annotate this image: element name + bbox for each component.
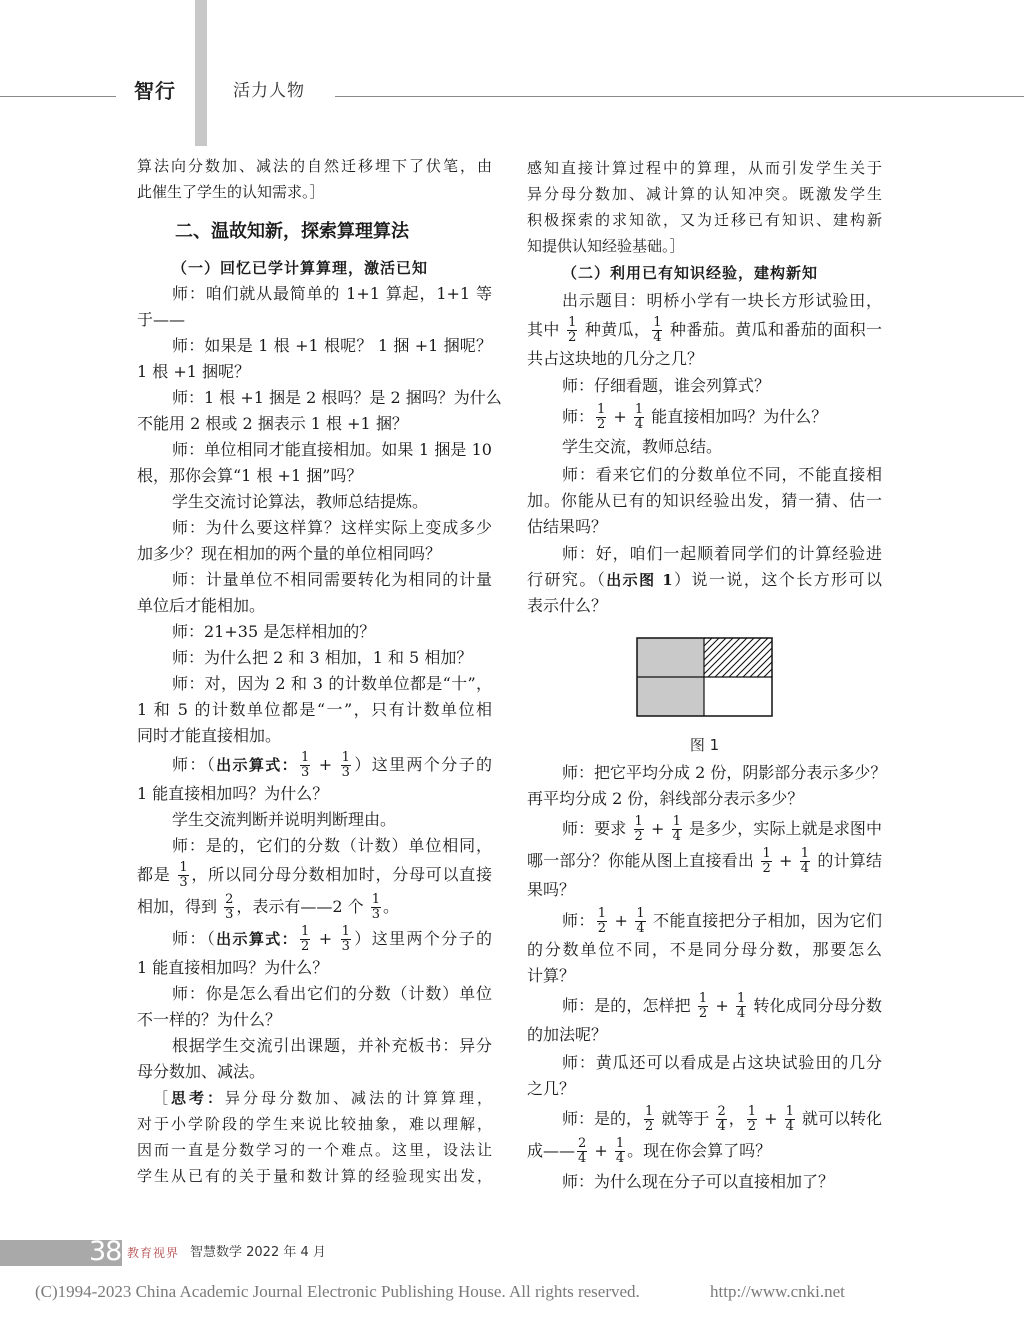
text-line: 算法向分数加、减法的自然迁移埋下了伏笔，由 bbox=[137, 157, 492, 175]
text-line: 知提供认知经验基础。］ bbox=[527, 236, 685, 255]
fraction-denominator: 3 bbox=[301, 765, 310, 780]
text-line: 师：如果是 1 根 +1 根呢？ 1 捆 +1 捆呢？ bbox=[172, 336, 492, 355]
text-line: 加。你能从已有的知识经验出发，猜一猜、估一 bbox=[527, 490, 882, 510]
text-column-right bbox=[527, 153, 887, 1195]
fraction bbox=[635, 907, 645, 936]
fraction-numerator: 1 bbox=[301, 750, 310, 765]
fraction-denominator: 4 bbox=[615, 1151, 625, 1166]
fraction-denominator: 4 bbox=[785, 1119, 794, 1134]
fraction-denominator: 2 bbox=[634, 829, 643, 844]
paragraph bbox=[527, 1050, 882, 1102]
text-line: 学生交流，教师总结。 bbox=[562, 437, 723, 456]
fraction-denominator: 3 bbox=[179, 875, 188, 890]
fraction-numerator: 1 bbox=[636, 905, 645, 921]
text-line: 根，那你会算“1 根 +1 捆”吗？ bbox=[137, 466, 363, 485]
text-run: 师： bbox=[562, 910, 595, 930]
paragraph bbox=[527, 373, 882, 399]
paragraph bbox=[527, 1103, 882, 1167]
text-run: 种番茄。黄瓜和番茄的面积一 bbox=[664, 319, 882, 339]
text-line: 师：是的，它们的分数（计数）单位相同， bbox=[172, 836, 492, 855]
fraction-numerator: 1 bbox=[615, 1136, 625, 1151]
commentary-note bbox=[527, 155, 882, 259]
text-run: 师：是的，怎样把 bbox=[562, 996, 696, 1015]
journal-logo: 教育视界 bbox=[127, 1246, 180, 1260]
paragraph bbox=[137, 671, 492, 749]
journal-issue: 智慧数学 2022 年 4 月 bbox=[190, 1245, 326, 1260]
fraction-denominator: 2 bbox=[747, 1119, 757, 1134]
text-run: + bbox=[608, 406, 632, 426]
fraction-denominator: 4 bbox=[636, 920, 645, 936]
fraction-numerator: 2 bbox=[717, 1104, 726, 1119]
fraction-denominator: 4 bbox=[653, 329, 662, 345]
text-run: + bbox=[645, 819, 670, 838]
figure-cell-top-right bbox=[704, 638, 772, 677]
paragraph bbox=[137, 515, 492, 567]
paragraph bbox=[527, 760, 887, 812]
fraction bbox=[371, 893, 381, 922]
section-heading bbox=[137, 219, 492, 245]
text-line bbox=[527, 905, 882, 937]
text-line: 再平均分成 2 份，斜线部分表示多少？ bbox=[527, 788, 804, 808]
text-line: 对于小学阶段的学生来说比较抽象，难以理解， bbox=[137, 1115, 492, 1133]
fraction-numerator: 1 bbox=[634, 401, 644, 417]
text-line: 根据学生交流引出课题，并补充板书：异分 bbox=[172, 1036, 492, 1055]
text-run: 师：（ bbox=[172, 755, 217, 774]
text-line: 师：好，咱们一起顺着同学们的计算经验进 bbox=[562, 544, 882, 563]
fraction bbox=[672, 815, 682, 844]
paragraph bbox=[137, 333, 492, 385]
paragraph bbox=[137, 833, 492, 923]
paragraph bbox=[527, 434, 882, 460]
fraction bbox=[224, 893, 234, 922]
text-line bbox=[137, 1085, 492, 1111]
text-line: 师：单位相同才能直接相加。如果 1 捆是 10 bbox=[172, 440, 492, 459]
paragraph bbox=[527, 288, 882, 372]
text-line: 此催生了学生的认知需求。］ bbox=[137, 183, 325, 201]
figure-1-diagram bbox=[636, 637, 773, 717]
fraction-denominator: 4 bbox=[736, 1006, 746, 1021]
text-line: 同时才能直接相加。 bbox=[137, 726, 282, 745]
paragraph bbox=[527, 541, 882, 619]
paragraph bbox=[137, 385, 502, 437]
column-title: 活力人物 bbox=[233, 81, 305, 101]
paragraph bbox=[137, 437, 492, 489]
text-line: 师：你是怎么看出它们的分数（计数）单位 bbox=[172, 984, 492, 1003]
text-line: 1 能直接相加吗？为什么？ bbox=[137, 958, 329, 977]
text-run: ）说一说，这个长方形可以 bbox=[672, 570, 882, 589]
figure-cell-bottom-left bbox=[637, 677, 704, 716]
text-line bbox=[527, 567, 882, 593]
paragraph bbox=[527, 905, 882, 989]
fraction-numerator: 1 bbox=[645, 1104, 654, 1119]
fraction-denominator: 2 bbox=[698, 1006, 708, 1021]
fraction-denominator: 4 bbox=[800, 861, 810, 876]
text-line: 师：为什么要这样算？这样实际上变成多少 bbox=[172, 518, 492, 537]
fraction-numerator: 1 bbox=[653, 314, 662, 330]
text-run: + bbox=[589, 1141, 613, 1160]
fraction bbox=[577, 1137, 587, 1166]
emphasis-run: 出示图 1 bbox=[606, 571, 673, 589]
text-line bbox=[527, 314, 882, 346]
fraction-numerator: 1 bbox=[672, 814, 681, 829]
paragraph bbox=[137, 489, 492, 515]
fraction bbox=[300, 751, 310, 780]
fraction-numerator: 1 bbox=[568, 314, 577, 330]
text-line: 积极探索的求知欲，又为迁移已有知识、建构新 bbox=[527, 210, 882, 229]
bold-run: 思考： bbox=[171, 1089, 225, 1107]
fraction bbox=[341, 925, 351, 954]
text-run: 师：（ bbox=[172, 929, 217, 948]
text-line: 1 和 5 的计数单位都是“一”，只有计数单位相 bbox=[137, 700, 492, 719]
text-line bbox=[137, 859, 492, 891]
fraction-denominator: 4 bbox=[672, 829, 681, 844]
paragraph bbox=[527, 462, 882, 540]
text-line: 的分数单位不同，不是同分母分数，那要怎么 bbox=[527, 939, 882, 959]
text-run: ［ bbox=[153, 1089, 171, 1107]
fraction-numerator: 1 bbox=[597, 401, 606, 417]
fraction-numerator: 1 bbox=[597, 905, 607, 921]
copyright-notice: (C)1994-2023 China Academic Journal Electronic Publishing House. All rights reserved. bbox=[35, 1282, 640, 1301]
paragraph bbox=[137, 567, 492, 619]
emphasis-run: 出示算式： bbox=[216, 756, 299, 774]
text-run: 转化成同分母分数 bbox=[748, 996, 883, 1015]
text-run: 成—— bbox=[527, 1141, 576, 1160]
text-line: （一）回忆已学计算算理，激活已知 bbox=[172, 259, 429, 277]
text-run: + bbox=[773, 851, 798, 870]
fraction-denominator: 4 bbox=[634, 416, 644, 432]
fraction-denominator: 2 bbox=[301, 939, 310, 954]
fraction-denominator: 4 bbox=[717, 1119, 726, 1134]
fraction bbox=[341, 751, 351, 780]
fraction-numerator: 1 bbox=[698, 991, 708, 1006]
header-decor-bar bbox=[195, 0, 207, 146]
text-run: 。 bbox=[383, 897, 400, 916]
text-line: 学生交流讨论算法，教师总结提炼。 bbox=[172, 492, 429, 511]
fraction-denominator: 2 bbox=[597, 920, 607, 936]
text-line: 师：1 根 +1 捆是 2 根吗？是 2 捆吗？为什么 bbox=[172, 388, 502, 407]
text-run: + bbox=[609, 910, 634, 930]
text-line bbox=[137, 749, 492, 781]
fraction-denominator: 3 bbox=[341, 939, 350, 954]
text-line bbox=[527, 845, 882, 877]
fraction bbox=[652, 316, 662, 345]
fraction-denominator: 2 bbox=[762, 861, 771, 876]
fraction bbox=[761, 847, 771, 876]
text-run: 其中 bbox=[527, 319, 566, 339]
text-line: 感知直接计算过程中的算理，从而引发学生关于 bbox=[527, 158, 882, 177]
text-run: 是多少，实际上就是求图中 bbox=[683, 819, 883, 838]
text-run: ，表示有——2 个 bbox=[236, 897, 369, 916]
text-line bbox=[527, 990, 882, 1022]
fraction bbox=[644, 1105, 654, 1134]
text-line: 学生从已有的关于量和数计算的经验现实出发， bbox=[137, 1167, 492, 1185]
fraction bbox=[597, 907, 607, 936]
subsection-heading bbox=[137, 255, 492, 281]
figure-1 bbox=[527, 619, 882, 758]
fraction bbox=[785, 1105, 795, 1134]
text-line: 的加法呢？ bbox=[527, 1025, 608, 1044]
fraction bbox=[747, 1105, 757, 1134]
text-line: 异分母分数加、减计算的认知冲突。既激发学生 bbox=[527, 184, 882, 203]
text-line: 师：为什么现在分子可以直接相加了？ bbox=[562, 1171, 835, 1191]
fraction-numerator: 1 bbox=[179, 860, 188, 875]
text-run: 异分母分数加、减法的计算算理， bbox=[225, 1089, 492, 1107]
text-line: 学生交流判断并说明判断理由。 bbox=[172, 810, 397, 829]
text-run: 相加，得到 bbox=[137, 897, 223, 916]
fraction-denominator: 2 bbox=[597, 416, 606, 432]
text-run: 种黄瓜， bbox=[579, 319, 651, 339]
text-line: 估结果吗？ bbox=[527, 516, 608, 536]
text-run: 。现在你会算了吗？ bbox=[627, 1141, 772, 1160]
text-run: 哪一部分？你能从图上直接看出 bbox=[527, 851, 760, 870]
text-run: + bbox=[312, 929, 339, 948]
fraction bbox=[800, 847, 810, 876]
text-line: 师：把它平均分成 2 份，阴影部分表示多少？ bbox=[562, 762, 887, 782]
fraction-denominator: 2 bbox=[645, 1119, 654, 1134]
paragraph bbox=[527, 401, 882, 433]
text-run: 行研究。（ bbox=[527, 570, 607, 589]
text-run: + bbox=[710, 996, 734, 1015]
paragraph bbox=[137, 645, 492, 671]
text-line bbox=[137, 923, 492, 955]
fraction-numerator: 1 bbox=[785, 1104, 794, 1119]
text-line: 师：为什么把 2 和 3 相加，1 和 5 相加？ bbox=[172, 648, 473, 667]
text-line: 之几？ bbox=[527, 1078, 576, 1098]
text-line: 果吗？ bbox=[527, 880, 576, 899]
fraction-denominator: 3 bbox=[225, 907, 234, 922]
paragraph bbox=[137, 923, 492, 981]
text-run: 的计算结 bbox=[812, 851, 883, 870]
paragraph bbox=[137, 981, 492, 1033]
text-line: 二、温故知新，探索算理算法 bbox=[175, 221, 409, 242]
text-run: + bbox=[312, 755, 339, 774]
text-line: 师：咱们就从最简单的 1+1 算起，1+1 等 bbox=[172, 284, 492, 303]
text-line: 师：仔细看题，谁会列算式？ bbox=[562, 376, 771, 395]
fraction-numerator: 2 bbox=[578, 1136, 587, 1151]
paragraph bbox=[137, 807, 492, 833]
fraction-denominator: 2 bbox=[568, 329, 577, 345]
fraction bbox=[596, 403, 606, 432]
text-line: 共占这块地的几分之几？ bbox=[527, 348, 704, 368]
paragraph bbox=[527, 1169, 882, 1195]
text-line: 计算？ bbox=[527, 965, 576, 985]
figure-cell-bottom-right bbox=[704, 677, 772, 716]
commentary-note bbox=[137, 153, 492, 205]
text-line bbox=[137, 891, 492, 923]
text-line bbox=[527, 401, 882, 433]
fraction bbox=[736, 992, 746, 1021]
text-line: 出示题目：明桥小学有一块长方形试验田， bbox=[562, 290, 882, 310]
subsection-heading bbox=[527, 260, 882, 286]
text-line bbox=[527, 813, 882, 845]
paragraph bbox=[137, 281, 492, 333]
fraction-numerator: 1 bbox=[762, 846, 771, 861]
fraction-denominator: 3 bbox=[341, 765, 350, 780]
header-rule-right bbox=[335, 96, 1024, 97]
fraction-numerator: 1 bbox=[371, 892, 381, 907]
fraction-numerator: 1 bbox=[301, 924, 310, 939]
fraction-numerator: 1 bbox=[341, 924, 350, 939]
fraction-numerator: 1 bbox=[341, 750, 350, 765]
text-line: （二）利用已有知识经验，建构新知 bbox=[562, 264, 819, 282]
text-column-left bbox=[137, 153, 502, 1189]
text-line: 师：黄瓜还可以看成是占这块试验田的几分 bbox=[562, 1052, 882, 1072]
copyright-url: http://www.cnki.net bbox=[710, 1282, 845, 1301]
fraction bbox=[567, 316, 577, 345]
figure-caption: 图 1 bbox=[689, 736, 720, 754]
header-rule-left bbox=[0, 96, 116, 97]
text-line: 加多少？现在相加的两个量的单位相同吗？ bbox=[137, 544, 442, 563]
text-line: 表示什么？ bbox=[527, 596, 608, 615]
text-line: 师：21+35 是怎样相加的？ bbox=[172, 622, 376, 641]
text-line bbox=[527, 1135, 882, 1167]
fraction-denominator: 3 bbox=[371, 907, 381, 922]
text-run: 都是 bbox=[137, 865, 177, 884]
text-run: ）这里两个分子的 bbox=[352, 755, 492, 774]
text-line: 师：对，因为 2 和 3 的计数单位都是“十”， bbox=[172, 674, 492, 693]
section-title: 智行 bbox=[134, 79, 176, 103]
text-line: 师：看来它们的分数单位不同，不能直接相 bbox=[562, 464, 882, 484]
text-line: 不一样的？为什么？ bbox=[137, 1010, 282, 1029]
paragraph bbox=[137, 749, 492, 807]
paragraph bbox=[137, 619, 492, 645]
text-run: ，所以同分母分数相加时，分母可以直接 bbox=[190, 865, 492, 884]
fraction bbox=[615, 1137, 625, 1166]
text-run: 师： bbox=[562, 406, 595, 426]
text-line: 师：计量单位不相同需要转化为相同的计量 bbox=[172, 570, 492, 589]
fraction-numerator: 2 bbox=[225, 892, 234, 907]
fraction-numerator: 1 bbox=[736, 991, 746, 1006]
fraction bbox=[698, 992, 708, 1021]
text-run: 师：要求 bbox=[562, 819, 632, 838]
figure-cell-top-left bbox=[637, 638, 704, 677]
text-line: 不能用 2 根或 2 捆表示 1 根 +1 捆？ bbox=[137, 414, 408, 433]
text-line: 因而一直是分数学习的一个难点。这里，设法让 bbox=[137, 1141, 492, 1159]
text-run: 就可以转化 bbox=[796, 1109, 883, 1128]
commentary-note bbox=[137, 1085, 492, 1189]
text-line: 母分数加、减法。 bbox=[137, 1062, 266, 1081]
text-line: 1 能直接相加吗？为什么？ bbox=[137, 784, 329, 803]
fraction-numerator: 1 bbox=[634, 814, 643, 829]
fraction-numerator: 1 bbox=[800, 846, 810, 861]
text-run: + bbox=[759, 1109, 783, 1128]
text-run: 不能直接把分子相加，因为它们 bbox=[647, 910, 882, 930]
fraction-denominator: 4 bbox=[578, 1151, 587, 1166]
fraction-numerator: 1 bbox=[747, 1104, 757, 1119]
text-line: 于—— bbox=[137, 310, 186, 329]
text-run: ， bbox=[728, 1109, 745, 1128]
paragraph bbox=[527, 813, 882, 903]
text-run: 就等于 bbox=[656, 1109, 715, 1128]
paragraph bbox=[527, 990, 882, 1048]
fraction bbox=[634, 403, 644, 432]
text-line bbox=[527, 1103, 882, 1135]
text-run: ）这里两个分子的 bbox=[352, 929, 492, 948]
fraction bbox=[178, 861, 188, 890]
text-line: 1 根 +1 捆呢？ bbox=[137, 362, 251, 381]
fraction bbox=[300, 925, 310, 954]
text-run: 能直接相加吗？为什么？ bbox=[646, 406, 828, 426]
fraction bbox=[716, 1105, 726, 1134]
emphasis-run: 出示算式： bbox=[216, 930, 299, 948]
fraction bbox=[634, 815, 644, 844]
paragraph bbox=[137, 1033, 492, 1085]
text-line: 单位后才能相加。 bbox=[137, 596, 266, 615]
page-number: 38 bbox=[89, 1236, 122, 1267]
text-run: 师：是的， bbox=[562, 1109, 643, 1128]
